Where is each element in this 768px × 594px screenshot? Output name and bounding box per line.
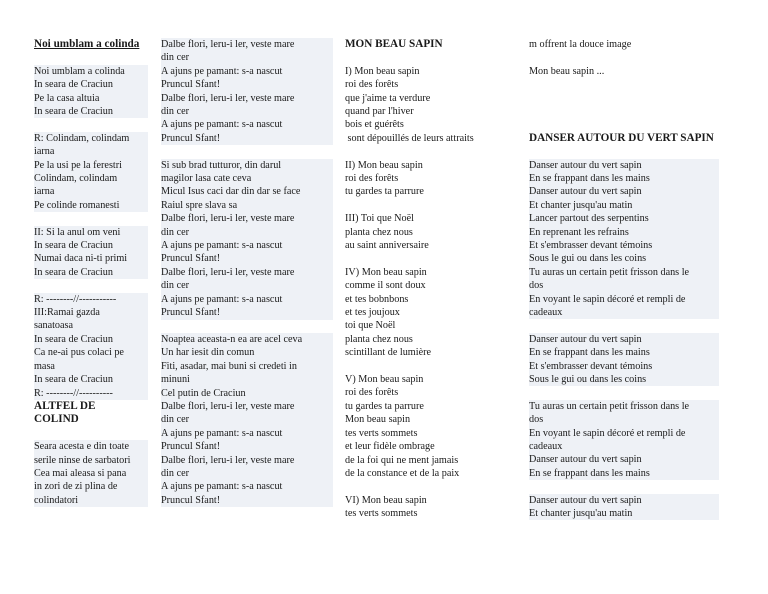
lyric-line: din cer: [161, 105, 333, 118]
lyric-line: Fiti, asadar, mai buni si credeti in: [161, 360, 333, 373]
lyric-line: Pe la usi pe la ferestri: [34, 159, 148, 172]
lyric-line: Colindam, colindam: [34, 172, 148, 185]
lyric-line: comme il sont doux: [345, 280, 426, 292]
lyric-line: Et s'embrasser devant témoins: [529, 239, 719, 252]
lyric-line: Danser autour du vert sapin: [529, 453, 719, 466]
blank-line: [34, 427, 148, 440]
lyric-line: Pe colinde romanesti: [34, 199, 148, 212]
lyric-line: Sous le gui ou dans les coins: [529, 373, 719, 386]
lyric-line: que j'aime ta verdure: [345, 92, 431, 104]
lyric-line: En se frappant dans les mains: [529, 467, 719, 480]
lyric-line: II: Si la anul om veni: [34, 226, 148, 239]
lyric-line: Un har iesit din comun: [161, 346, 333, 359]
lyric-line: Dalbe flori, leru-i ler, veste mare: [161, 38, 333, 51]
lyric-line: Pruncul Sfant!: [161, 132, 333, 145]
lyric-line: Et chanter jusqu'au matin: [529, 199, 719, 212]
lyric-line: In seara de Craciun: [34, 105, 148, 118]
blank-line: [529, 92, 719, 105]
lyric-line: Pruncul Sfant!: [161, 252, 333, 265]
blank-line: [529, 51, 719, 64]
lyric-line: colindatori: [34, 494, 148, 507]
lyric-line: II) Mon beau sapin: [345, 159, 423, 171]
lyric-line: In seara de Craciun: [34, 373, 148, 386]
blank-line: [161, 145, 333, 158]
lyric-line: bois et guérêts: [345, 119, 404, 131]
lyric-line: In seara de Craciun: [34, 266, 148, 279]
lyric-line: Mon beau sapin: [345, 414, 411, 426]
lyric-line: Tu auras un certain petit frisson dans le: [529, 266, 719, 279]
lyric-line: Et s'embrasser devant témoins: [529, 360, 719, 373]
lyric-line: Pruncul Sfant!: [161, 494, 333, 507]
lyric-line: En voyant le sapin décoré et rempli de: [529, 427, 719, 440]
column-4-danser-autour-du-vert-sapin: [529, 38, 719, 520]
lyric-line: Cel putin de Craciun: [161, 387, 333, 400]
lyric-line: Danser autour du vert sapin: [529, 185, 719, 198]
blank-line: [529, 105, 719, 118]
lyric-line: au saint anniversaire: [345, 240, 429, 252]
blank-line: [345, 480, 520, 493]
blank-line: [34, 51, 148, 64]
section-heading: MON BEAU SAPIN: [345, 38, 443, 50]
lyric-line: tu gardes ta parrure: [345, 186, 424, 198]
lyric-line: serile ninse de sarbatori: [34, 454, 148, 467]
lyric-line: A ajuns pe pamant: s-a nascut: [161, 293, 333, 306]
lyric-line: En voyant le sapin décoré et rempli de: [529, 293, 719, 306]
blank-line: [345, 145, 520, 158]
lyric-line: In seara de Craciun: [34, 333, 148, 346]
lyric-line: Ca ne-ai pus colaci pe: [34, 346, 148, 359]
lyric-line: Micul Isus caci dar din dar se face: [161, 185, 333, 198]
lyric-line: Si sub brad tutturor, din darul: [161, 159, 333, 172]
blank-line: [34, 118, 148, 131]
lyric-line: tu gardes ta parrure: [345, 400, 424, 412]
blank-line: [345, 252, 520, 265]
lyric-line: Dalbe flori, leru-i ler, veste mare: [161, 212, 333, 225]
lyric-line: planta chez nous: [345, 226, 413, 238]
lyric-line: Dalbe flori, leru-i ler, veste mare: [161, 266, 333, 279]
lyric-line: roi des forêts: [345, 387, 399, 399]
lyric-line: Et chanter jusqu'au matin: [529, 507, 719, 520]
lyric-line: VI) Mon beau sapin: [345, 494, 427, 506]
lyric-line: din cer: [161, 467, 333, 480]
lyric-line: in zori de zi plina de: [34, 480, 148, 493]
lyric-line: Lancer partout des serpentins: [529, 212, 719, 225]
section-heading: Noi umblam a colinda: [34, 38, 140, 50]
lyric-line: sanatoasa: [34, 319, 148, 332]
lyric-line: din cer: [161, 279, 333, 292]
blank-line: [529, 319, 719, 332]
lyric-line: IV) Mon beau sapin: [345, 266, 427, 278]
lyric-line: A ajuns pe pamant: s-a nascut: [161, 427, 333, 440]
blank-line: [345, 51, 520, 64]
lyric-line: Pruncul Sfant!: [161, 440, 333, 453]
lyric-line: tes verts sommets: [345, 508, 418, 520]
lyric-line: Danser autour du vert sapin: [529, 333, 719, 346]
lyric-line: tes verts sommets: [345, 427, 418, 439]
blank-line: [529, 78, 719, 91]
lyric-line: I) Mon beau sapin: [345, 65, 420, 77]
lyric-line: masa: [34, 360, 148, 373]
lyric-line: Pe la casa altuia: [34, 92, 148, 105]
lyric-line: III) Toi que Noël: [345, 213, 414, 225]
lyric-line: Raiul spre slava sa: [161, 199, 333, 212]
lyric-line: En reprenant les refrains: [529, 226, 719, 239]
lyric-line: roi des forêts: [345, 173, 399, 185]
lyric-line: III:Ramai gazda: [34, 306, 148, 319]
lyric-line: A ajuns pe pamant: s-a nascut: [161, 239, 333, 252]
lyric-line: din cer: [161, 226, 333, 239]
lyric-line: Pruncul Sfant!: [161, 78, 333, 91]
lyric-line: iarna: [34, 145, 148, 158]
lyric-line: Numai daca ni-ti primi: [34, 252, 148, 265]
lyric-line: cadeaux: [529, 440, 719, 453]
lyric-line: sont dépouillés de leurs attraits: [345, 132, 474, 144]
lyric-line: dos: [529, 413, 719, 426]
lyric-line: toi que Noël: [345, 320, 396, 332]
column-2-dalbe-flori: [161, 38, 333, 507]
blank-line: [529, 145, 719, 158]
section-heading: DANSER AUTOUR DU VERT SAPIN: [529, 131, 714, 144]
lyric-line: din cer: [161, 51, 333, 64]
blank-line: [529, 118, 719, 131]
lyric-line: In seara de Craciun: [34, 78, 148, 91]
lyric-line: minuni: [161, 373, 333, 386]
lyric-line: de la foi qui ne ment jamais: [345, 454, 459, 466]
column-3-mon-beau-sapin: [345, 38, 520, 521]
column-1-noi-umblam-a-colinda: [34, 38, 148, 507]
lyric-line: dos: [529, 279, 719, 292]
lyric-line: magilor lasa cate ceva: [161, 172, 333, 185]
lyric-line: planta chez nous: [345, 333, 413, 345]
lyric-line: Danser autour du vert sapin: [529, 159, 719, 172]
lyric-line: roi des forêts: [345, 79, 399, 91]
section-heading: ALTFEL DE: [34, 399, 96, 412]
lyric-line: R: Colindam, colindam: [34, 132, 148, 145]
lyric-line: cadeaux: [529, 306, 719, 319]
lyric-line: et leur fidèle ombrage: [345, 441, 435, 453]
lyric-line: Noi umblam a colinda: [34, 65, 148, 78]
blank-line: [529, 386, 719, 399]
lyric-line: de la constance et de la paix: [345, 467, 460, 479]
blank-line: [34, 279, 148, 292]
lyric-line: scintillant de lumière: [345, 347, 432, 359]
lyric-line: R: --------//-----------: [34, 293, 148, 306]
lyric-line: din cer: [161, 413, 333, 426]
lyric-line: Dalbe flori, leru-i ler, veste mare: [161, 400, 333, 413]
lyric-line: Dalbe flori, leru-i ler, veste mare: [161, 92, 333, 105]
lyric-line: A ajuns pe pamant: s-a nascut: [161, 65, 333, 78]
lyric-line: Mon beau sapin ...: [529, 65, 605, 77]
blank-line: [529, 480, 719, 493]
lyric-line: quand par l'hiver: [345, 106, 414, 118]
blank-line: [345, 360, 520, 373]
lyric-line: Pruncul Sfant!: [161, 306, 333, 319]
lyric-line: Danser autour du vert sapin: [529, 494, 719, 507]
lyric-line: m offrent la douce image: [529, 39, 632, 50]
lyric-line: Dalbe flori, leru-i ler, veste mare: [161, 454, 333, 467]
lyric-line: Noaptea aceasta-n ea are acel ceva: [161, 333, 333, 346]
lyric-line: et tes bobnbons: [345, 293, 409, 305]
lyric-line: V) Mon beau sapin: [345, 374, 424, 386]
lyric-line: Sous le gui ou dans les coins: [529, 252, 719, 265]
lyric-line: A ajuns pe pamant: s-a nascut: [161, 480, 333, 493]
lyric-line: En se frappant dans les mains: [529, 172, 719, 185]
lyric-line: Cea mai aleasa si pana: [34, 467, 148, 480]
blank-line: [345, 199, 520, 212]
lyric-line: Tu auras un certain petit frisson dans le: [529, 400, 719, 413]
lyric-line: Seara acesta e din toate: [34, 440, 148, 453]
lyric-line: R: --------//----------: [34, 387, 148, 400]
lyric-line: En se frappant dans les mains: [529, 346, 719, 359]
lyric-line: A ajuns pe pamant: s-a nascut: [161, 118, 333, 131]
lyric-line: In seara de Craciun: [34, 239, 148, 252]
lyric-line: et tes joujoux: [345, 307, 400, 319]
blank-line: [161, 320, 333, 333]
section-heading: COLIND: [34, 413, 79, 426]
lyric-line: iarna: [34, 185, 148, 198]
blank-line: [34, 212, 148, 225]
